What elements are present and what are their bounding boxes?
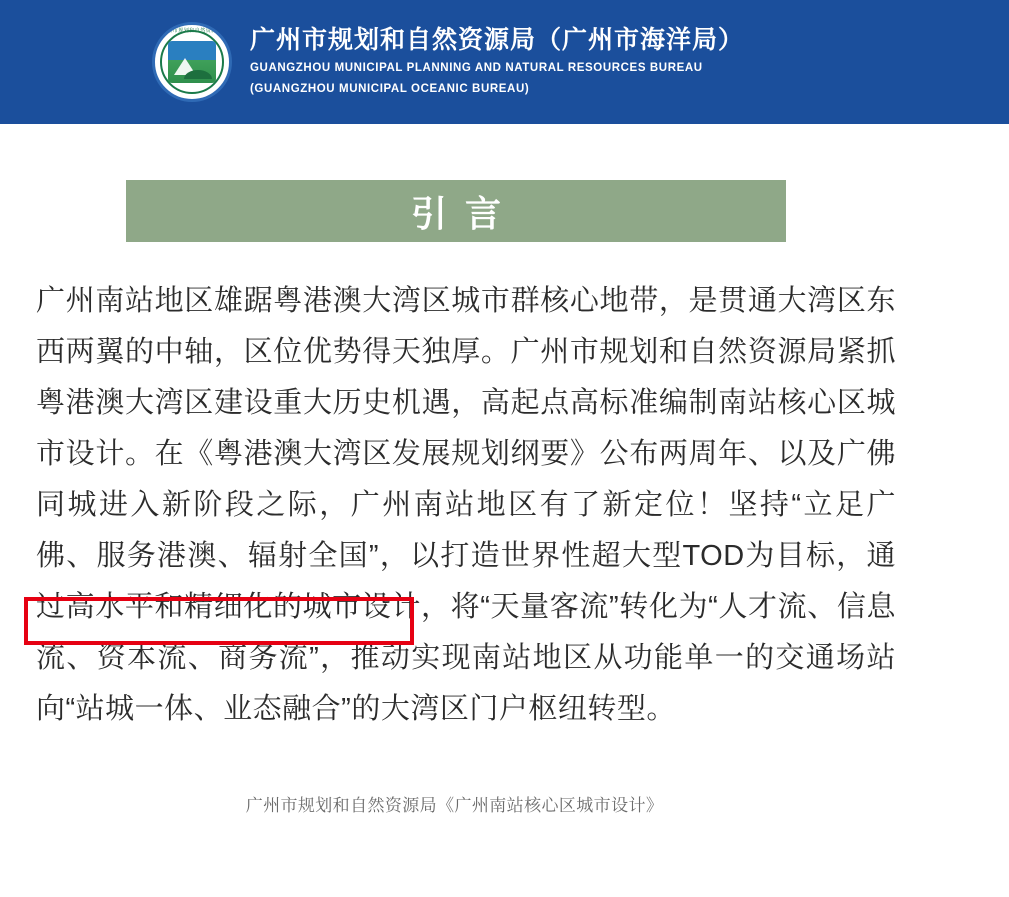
banner-title-group [250, 26, 744, 98]
logo-emblem-shape [168, 41, 216, 83]
document-page [0, 180, 1009, 816]
body-paragraph: 广州南站地区雄踞粤港澳大湾区城市群核心地带，是贯通大湾区东西两翼的中轴，区位优势得天独厚。广州市规划和自然资源局紧抓粤港澳大湾区建设重大历史机遇，高起点高标准编制南站核心区城市设计。在《粤港澳大湾区发展规划纲要》公布两周年、以及广佛同城进入新阶段之际，广州南站地区有了新定位！坚持“立足广佛、服务港澳、辐射全国”，以打造世界性超大型TOD为目标，通过高水平和精细化的城市设计，将“天量客流”转化为“人才流、信息流、资本流、商务流”，推动实现南站地区从功能单一的交通场站向“站城一体、业态融合”的大湾区门户枢纽转型。 [36, 285, 896, 725]
page-title: 引言 [410, 192, 519, 234]
banner-title-cn: 广州市规划和自然资源局（广州市海洋局） [250, 26, 745, 55]
banner-title-en-line2: (GUANGZHOU MUNICIPAL OCEANIC BUREAU) [250, 83, 530, 96]
banner-title-en-line1: GUANGZHOU MUNICIPAL PLANNING AND NATURAL RESOURCES BUREAU [250, 61, 703, 74]
logo-arc-label: 广州市规划和自然资源局 [161, 28, 223, 34]
bureau-logo-icon [152, 22, 232, 102]
site-header-banner [0, 0, 1009, 124]
section-heading-band [126, 180, 786, 242]
article-body [36, 276, 896, 735]
source-credit: 广州市规划和自然资源局《广州南站核心区城市设计》 [245, 796, 664, 815]
